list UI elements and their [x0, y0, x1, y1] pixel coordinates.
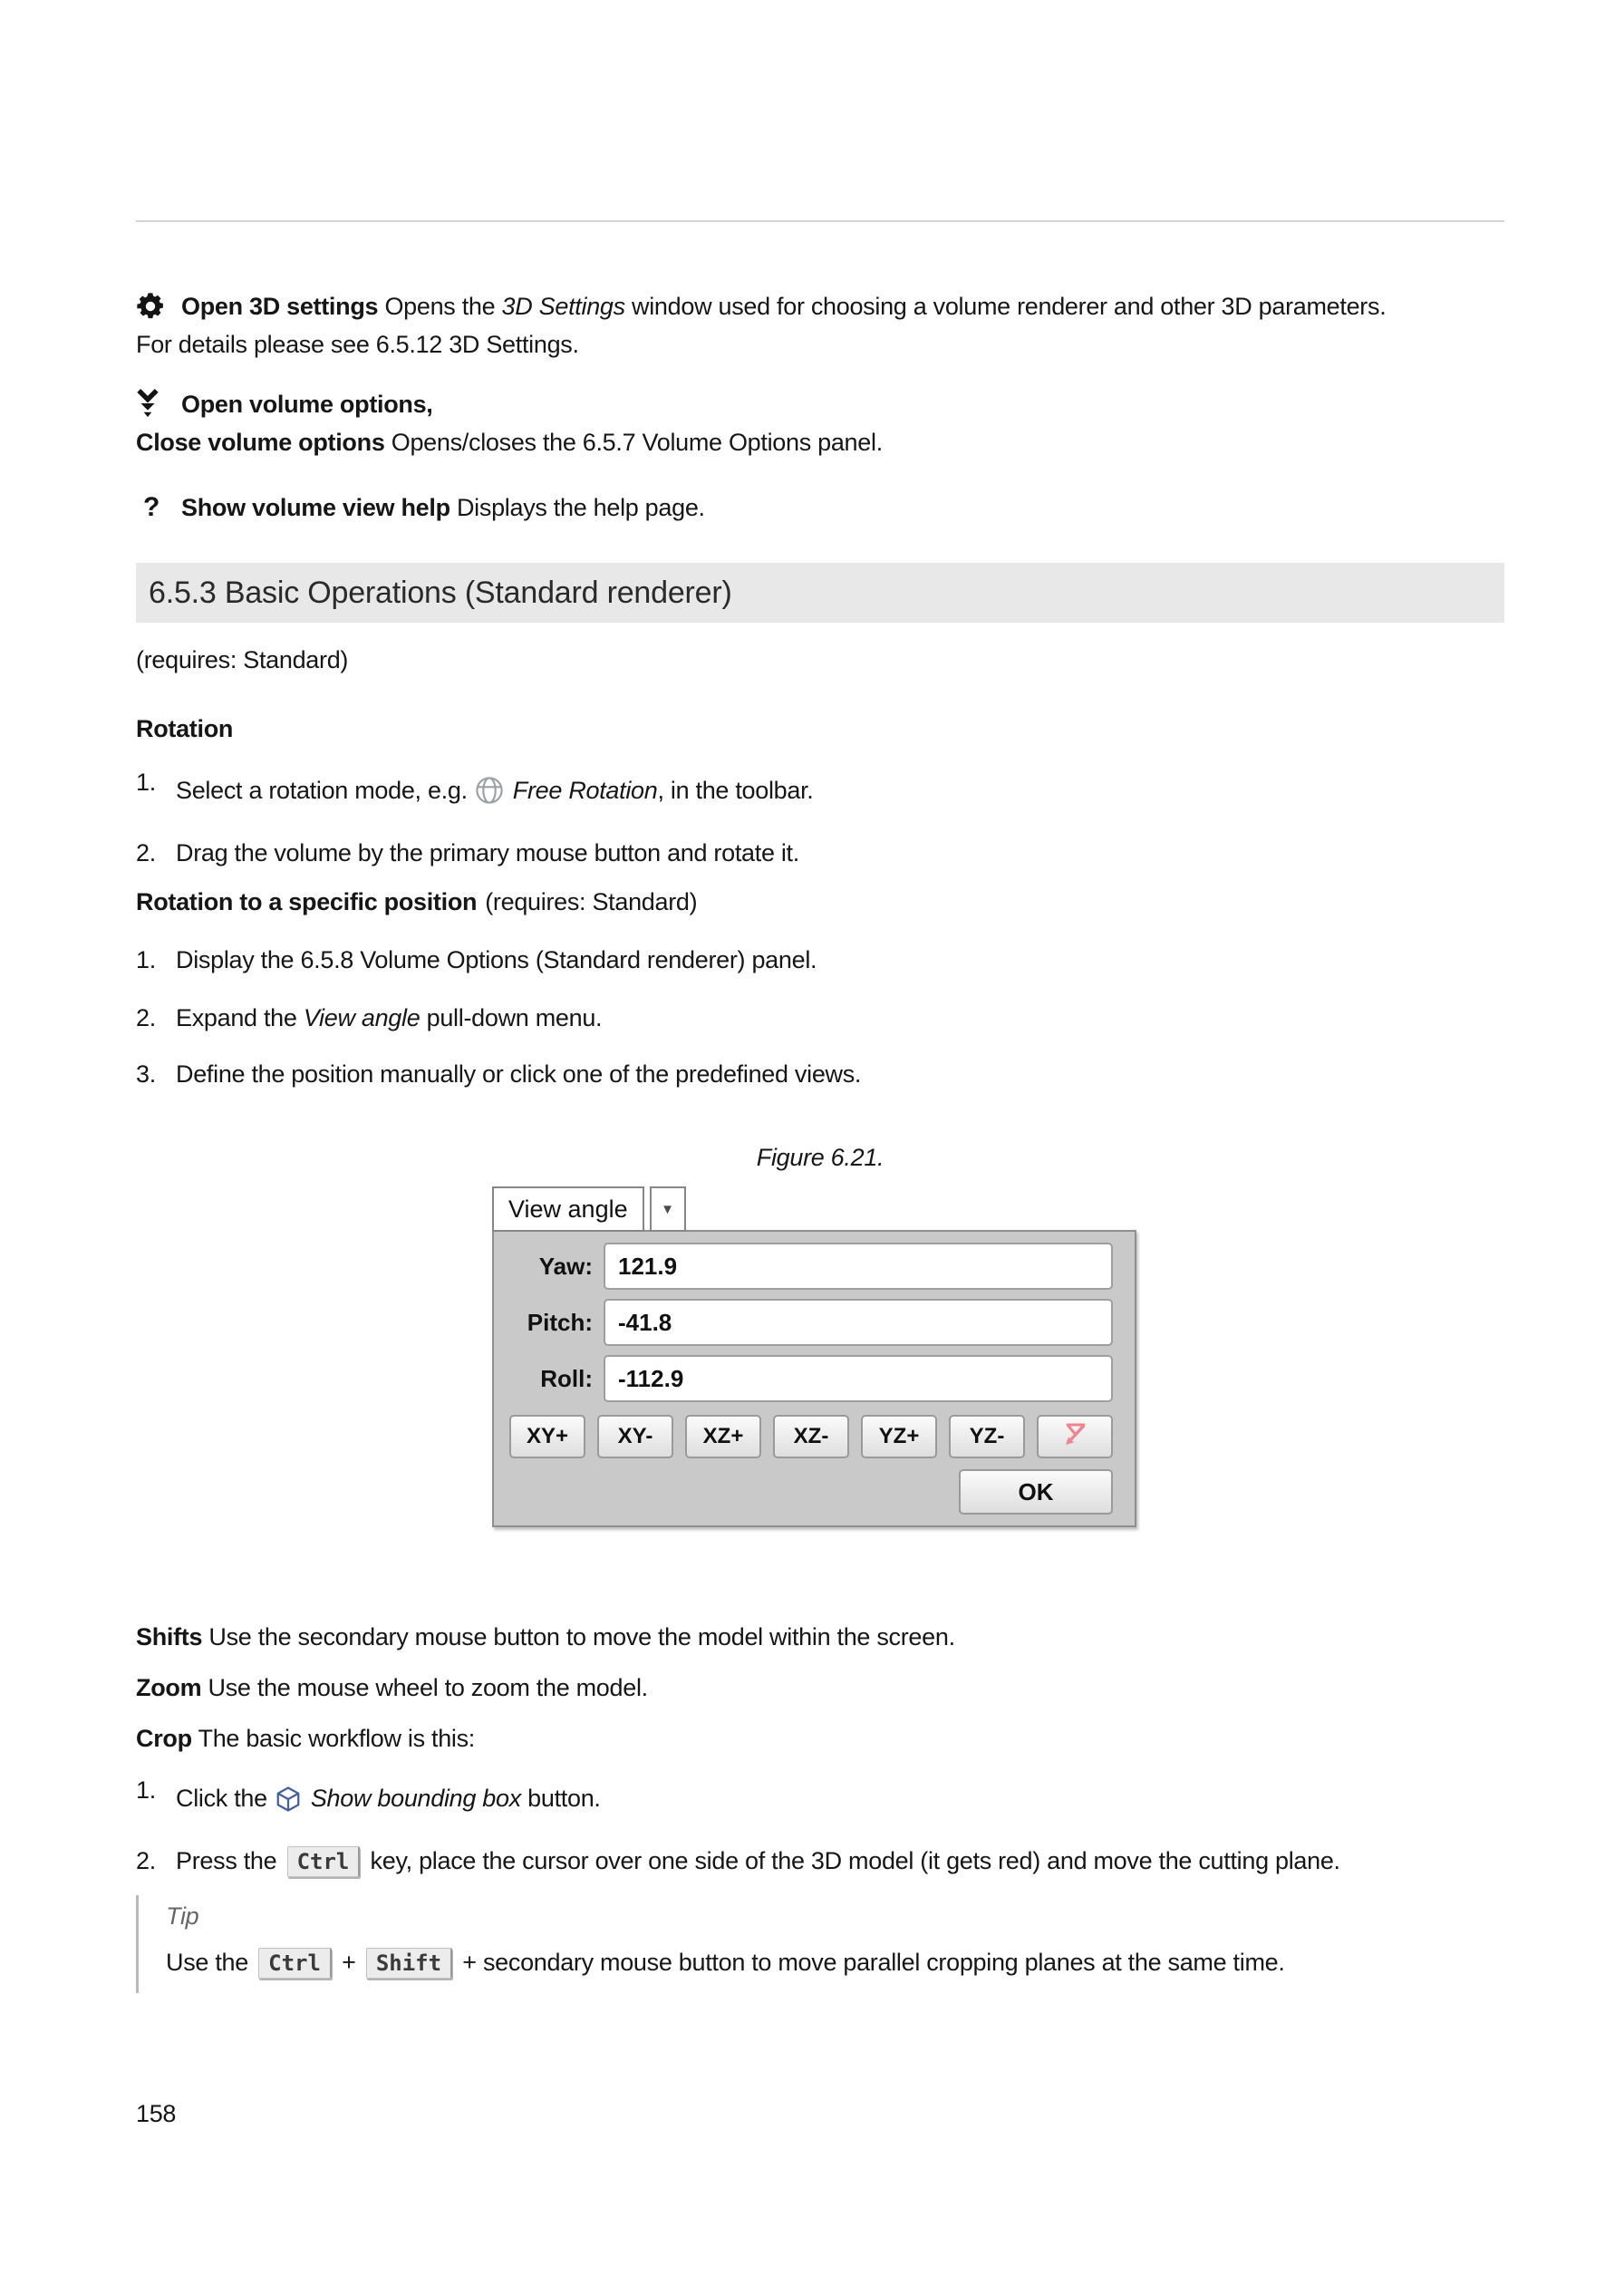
crop-step-2 [136, 1842, 1504, 1881]
crop-label: Crop [136, 1725, 192, 1752]
rotation-step-1-text [176, 771, 1504, 816]
rotation-step-1-post: , in the toolbar. [657, 777, 814, 804]
zoom-label: Zoom [136, 1674, 202, 1701]
xz-minus-button[interactable]: XZ- [773, 1415, 849, 1458]
gear-icon [136, 292, 181, 321]
view-angle-menu-label: View angle [303, 1004, 420, 1031]
open-3d-settings-line2: For details please see 6.5.12 3D Settings. [136, 331, 579, 358]
toolbar-item-volume-help [136, 489, 1504, 527]
crop-line [136, 1719, 1504, 1757]
ok-row [494, 1469, 1113, 1515]
xy-minus-button[interactable]: XY- [597, 1415, 673, 1458]
free-rotation-label: Free Rotation [512, 777, 658, 804]
open-3d-settings-desc-end: window used for choosing a volume renderer and other 3D parameters. [624, 293, 1387, 320]
shifts-desc: Use the secondary mouse button to move the model within the screen. [202, 1623, 955, 1650]
rotation-step-2 [136, 834, 1504, 872]
tip-post: + secondary mouse button to move parallel cropping planes at the same time. [456, 1949, 1285, 1976]
view-angle-tab-row [492, 1186, 1136, 1232]
open-3d-settings-desc: Opens the [378, 293, 502, 320]
shifts-label: Shifts [136, 1623, 203, 1650]
crop-step-1-text [176, 1779, 1504, 1824]
list-number: 1. [136, 1776, 156, 1804]
ok-button[interactable]: OK [959, 1469, 1113, 1515]
toolbar-item-volume-options [136, 385, 1504, 461]
yaw-row [507, 1243, 1113, 1290]
tip-title: Tip [166, 1902, 199, 1930]
show-volume-help-desc: Displays the help page. [450, 494, 705, 521]
chevron-down-icon[interactable]: ▼ [650, 1186, 686, 1232]
flip-reset-button[interactable] [1037, 1415, 1113, 1458]
view-angle-tab[interactable]: View angle [492, 1186, 644, 1232]
figure-caption: Figure 6.21. [756, 1144, 884, 1171]
crop-step-2-pre: Press the [176, 1847, 277, 1874]
crop-step-2-post: key, place the cursor over one side of the 3D model (it gets red) and move the cutting plane. [363, 1847, 1340, 1874]
expand-collapse-icon [136, 388, 181, 419]
list-number: 2. [136, 1004, 156, 1031]
crop-step-1-post: button. [520, 1785, 601, 1812]
rotation-specific-requires: (requires: Standard) [485, 888, 698, 915]
close-volume-options-label: Close volume options [136, 429, 385, 456]
crop-step-1-pre: Click the [176, 1785, 267, 1812]
zoom-desc: Use the mouse wheel to zoom the model. [201, 1674, 648, 1701]
roll-row [507, 1355, 1113, 1402]
yz-minus-button[interactable]: YZ- [949, 1415, 1025, 1458]
specific-step-2-pre: Expand the [176, 1004, 304, 1031]
roll-input[interactable]: -112.9 [604, 1355, 1113, 1402]
ctrl-key: Ctrl [258, 1948, 332, 1979]
close-volume-options-desc: Opens/closes the 6.5.7 Volume Options panel. [384, 429, 883, 456]
rotation-step-2-text: Drag the volume by the primary mouse button and rotate it. [176, 839, 799, 866]
pitch-row [507, 1299, 1113, 1346]
ctrl-key: Ctrl [287, 1846, 361, 1877]
free-rotation-icon [475, 776, 504, 816]
specific-step-1-text: Display the 6.5.8 Volume Options (Standard renderer) panel. [176, 946, 817, 973]
crop-step-2-text [176, 1842, 1504, 1881]
open-3d-settings-label: Open 3D settings [181, 293, 379, 320]
xy-plus-button[interactable]: XY+ [509, 1415, 585, 1458]
zoom-line [136, 1669, 1504, 1707]
list-number: 2. [136, 839, 156, 866]
roll-label: Roll: [540, 1364, 593, 1392]
list-number: 3. [136, 1060, 156, 1088]
open-3d-settings-italic: 3D Settings [501, 293, 625, 320]
specific-step-2 [136, 999, 1504, 1037]
shifts-line [136, 1618, 1504, 1656]
specific-step-2-text [176, 999, 1504, 1037]
tip-text [166, 1943, 1504, 1982]
tip-pre: Use the [166, 1949, 248, 1976]
document-page [136, 0, 1504, 2128]
list-number: 2. [136, 1847, 156, 1874]
yaw-input[interactable]: 121.9 [604, 1243, 1113, 1290]
rotation-specific-subheading [136, 883, 1504, 921]
predefined-view-buttons [509, 1415, 1113, 1458]
show-volume-help-label: Show volume view help [181, 494, 450, 521]
rotation-step-1 [136, 771, 1504, 816]
section-heading: 6.5.3 Basic Operations (Standard renderer) [136, 563, 1504, 623]
crop-step-1 [136, 1776, 1504, 1824]
crop-desc: The basic workflow is this: [191, 1725, 476, 1752]
shift-key: Shift [366, 1948, 452, 1979]
header-divider [136, 220, 1504, 222]
tip-callout [136, 1895, 1504, 1993]
question-mark-icon: ? [143, 492, 160, 522]
yaw-label: Yaw: [538, 1252, 593, 1280]
toolbar-item-open-3d-settings [136, 287, 1504, 363]
rotation-specific-label: Rotation to a specific position [136, 888, 478, 915]
figure-view-angle-panel [492, 1186, 1136, 1527]
bounding-box-icon [275, 1786, 302, 1824]
open-volume-options-label: Open volume options, [181, 391, 433, 418]
show-bounding-box-label: Show bounding box [310, 1785, 521, 1812]
pitch-label: Pitch: [527, 1308, 593, 1336]
view-angle-panel [492, 1230, 1136, 1527]
specific-step-3-text: Define the position manually or click one of the predefined views. [176, 1060, 862, 1088]
flip-reset-icon [1060, 1419, 1089, 1455]
specific-step-2-post: pull-down menu. [420, 1004, 603, 1031]
list-number: 1. [136, 769, 156, 796]
list-number: 1. [136, 946, 156, 973]
tip-plus: + [334, 1949, 362, 1976]
specific-step-1 [136, 941, 1504, 979]
specific-step-3 [136, 1055, 1504, 1093]
pitch-input[interactable]: -41.8 [604, 1299, 1113, 1346]
rotation-step-1-pre: Select a rotation mode, e.g. [176, 777, 468, 804]
page-number: 158 [136, 2100, 177, 2127]
xz-plus-button[interactable]: XZ+ [685, 1415, 761, 1458]
requires-note: (requires: Standard) [136, 646, 349, 673]
yz-plus-button[interactable]: YZ+ [861, 1415, 937, 1458]
rotation-subheading: Rotation [136, 715, 234, 742]
